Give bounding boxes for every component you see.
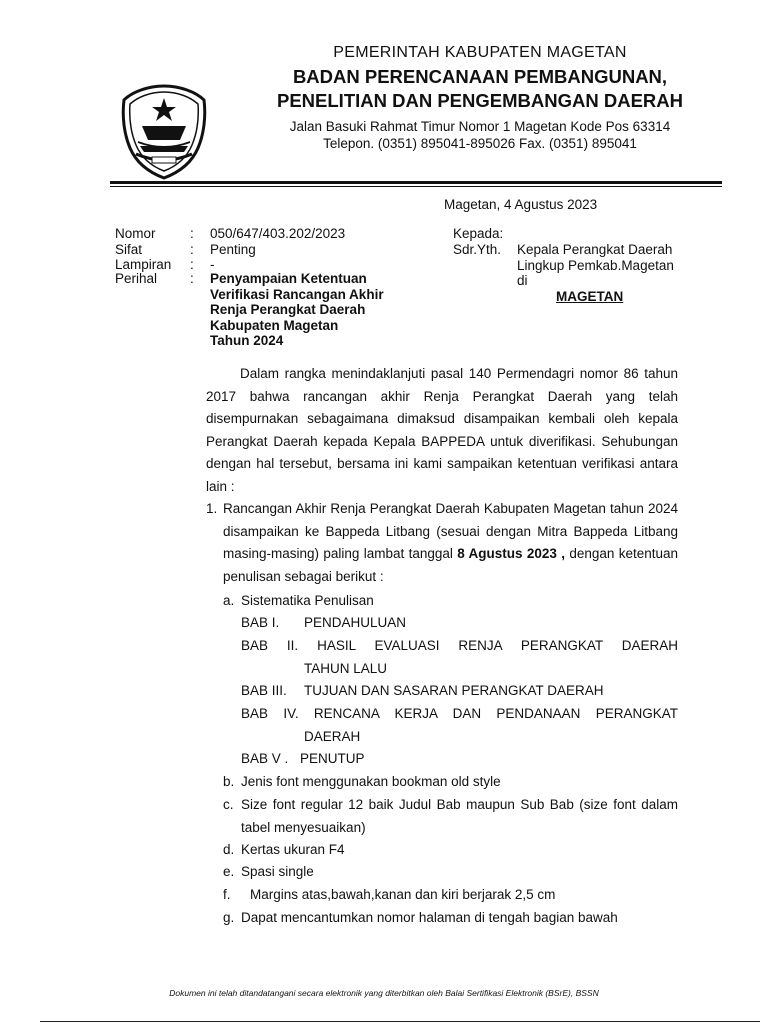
lampiran-label: Lampiran [115, 257, 172, 272]
perihal-line: Penyampaian Ketentuan [210, 271, 367, 286]
recipient-line: di [517, 273, 528, 288]
recipient-block [517, 242, 674, 289]
perihal-line: Verifikasi Rancangan Akhir [210, 286, 384, 302]
sub-a-text: Sistematika Penulisan [241, 593, 374, 608]
perihal-line: Renja Perangkat Daerah [210, 302, 366, 317]
letter-date: Magetan, 4 Agustus 2023 [444, 197, 598, 212]
sub-c-text: Size font regular 12 baik Judul Bab maupun Sub Bab (size font dalam tabel menyesuaikan) [241, 797, 678, 835]
item1-deadline: 8 Agustus 2023 , [457, 546, 565, 562]
sub-c-letter: c. [223, 797, 234, 812]
bab4-title-cont: DAERAH [304, 729, 361, 744]
agency-address: Jalan Basuki Rahmat Timur Nomor 1 Magetan Kode Pos 63314 [289, 119, 671, 134]
bab3-title: TUJUAN DAN SASARAN PERANGKAT DAERAH [304, 683, 604, 698]
sub-e-text: Spasi single [241, 864, 314, 879]
item1-text-after: dengan ketentuan penulisan sebagai berikut : [223, 546, 679, 584]
nomor-value: 050/647/403.202/2023 [210, 226, 346, 241]
regency-coat-of-arms-icon [118, 82, 210, 182]
sub-b-text: Jenis font menggunakan bookman old style [241, 774, 501, 789]
agency-name-line1: BADAN PERENCANAAN PEMBANGUNAN, [292, 66, 668, 87]
sub-g-letter: g. [223, 910, 235, 925]
item1-number: 1. [206, 501, 218, 516]
recipient-line: Lingkup Pemkab.Magetan [517, 257, 674, 273]
lampiran-colon: : [190, 257, 194, 272]
letterhead-divider-thin [110, 186, 722, 187]
sub-d-letter: d. [223, 842, 235, 857]
perihal-label: Perihal [115, 271, 158, 286]
sub-f-text: Margins atas,bawah,kanan dan kiri berjarak 2,5 cm [250, 887, 556, 902]
bab5-label: BAB V . [241, 751, 289, 766]
agency-name-line2: PENELITIAN DAN PENGEMBANGAN DAERAH [277, 90, 683, 111]
item1-text-before: Rancangan Akhir Renja Perangkat Daerah Kabupaten Magetan tahun 2024 disampaikan ke Bappeda Litbang (sesuai dengan Mitra Bappeda Litbang masing-masing) paling lambat tanggal [223, 501, 678, 562]
bab4-title: BAB IV. RENCANA KERJA DAN PENDANAAN PERANGKAT [241, 706, 678, 721]
sub-d-text: Kertas ukuran F4 [241, 842, 345, 857]
bab3-label: BAB III. [241, 683, 287, 698]
esign-footer-note: Dokumen ini telah ditandatangani secara elektronik yang diterbitkan oleh Balai Sertifikasi Elektronik (BSrE), BSSN [169, 988, 599, 998]
recipient-line: Kepala Perangkat Daerah [517, 242, 673, 257]
bab1-title: PENDAHULUAN [304, 615, 407, 630]
footer-divider [40, 1021, 760, 1022]
nomor-colon: : [190, 226, 194, 241]
bab2-title: BAB II. HASIL EVALUASI RENJA PERANGKAT DAERAH [241, 638, 678, 653]
sub-f-letter: f. [223, 887, 231, 902]
item1-text [223, 498, 678, 588]
perihal-line: Kabupaten Magetan [210, 317, 339, 333]
agency-phone: Telepon. (0351) 895041-895026 Fax. (0351) 895041 [323, 136, 637, 151]
lampiran-value: - [210, 257, 215, 272]
sifat-colon: : [190, 242, 194, 257]
bab5-title: PENUTUP [300, 751, 365, 766]
perihal-value [210, 271, 384, 349]
sifat-value: Penting [210, 242, 256, 257]
opening-paragraph-text: Dalam rangka menindaklanjuti pasal 140 Permendagri nomor 86 tahun 2017 bahwa rancangan akhir Renja Perangkat Daerah yang telah disempurnakan sebagaimana dimaksud disampaikan kembali oleh kepala Perangkat Daerah kepada Kepala BAPPEDA untuk diverifikasi. Sehubungan dengan hal tersebut, bersama ini kami sampaikan ketentuan verifikasi antara lain : [206, 366, 678, 494]
perihal-line: Tahun 2024 [210, 333, 284, 348]
opening-paragraph [206, 363, 678, 499]
kepada-label: Kepada: [453, 226, 504, 241]
bab2-title-cont: TAHUN LALU [304, 661, 388, 676]
recipient-city: MAGETAN [556, 289, 624, 304]
sub-b-letter: b. [223, 774, 235, 789]
sub-g-text: Dapat mencantumkan nomor halaman di tengah bagian bawah [241, 910, 618, 925]
sub-a-letter: a. [223, 593, 235, 608]
sifat-label: Sifat [115, 242, 143, 257]
salutation: Sdr.Yth. [453, 242, 502, 257]
sub-e-letter: e. [223, 864, 235, 879]
perihal-colon: : [190, 271, 194, 286]
bab1-label: BAB I. [241, 615, 280, 630]
nomor-label: Nomor [115, 226, 156, 241]
government-name: PEMERINTAH KABUPATEN MAGETAN [333, 44, 627, 61]
letterhead-divider [110, 181, 722, 184]
